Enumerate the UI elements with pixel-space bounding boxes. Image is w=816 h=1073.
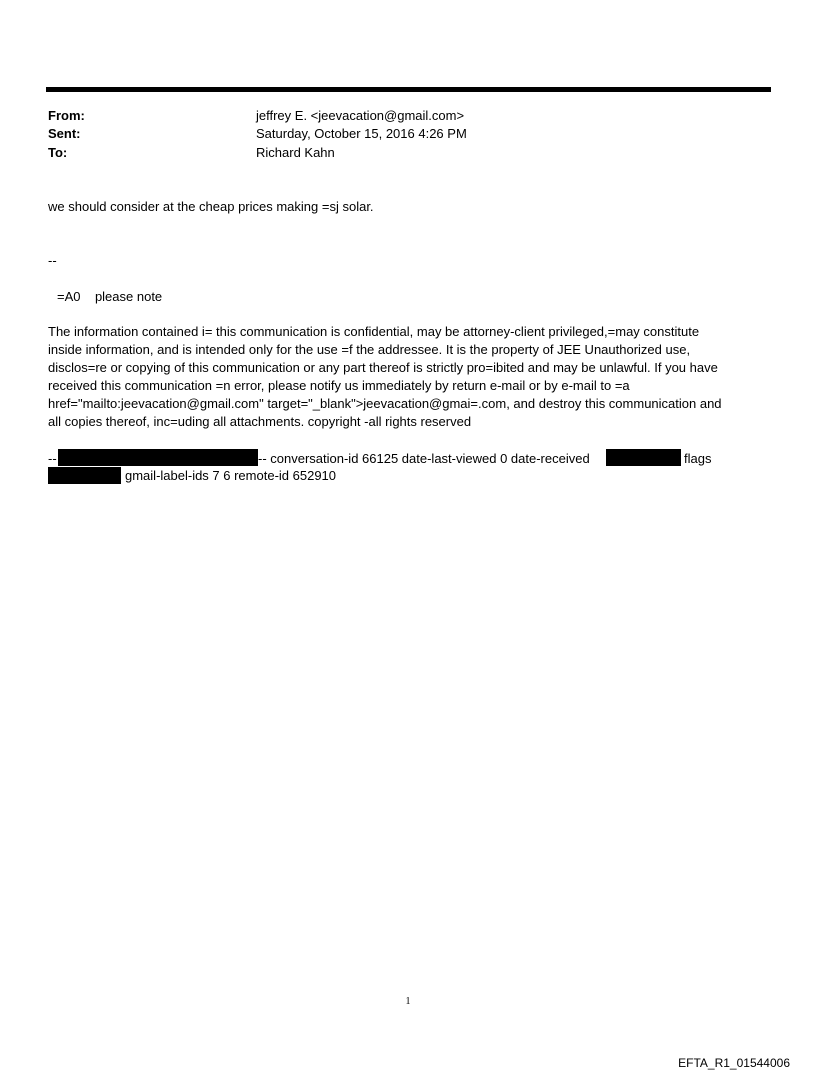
disclaimer-line: inside information, and is intended only for the use =f the addressee. It is the property of JEE Unauthorized use, [48,342,691,357]
from-label: From: [48,108,85,123]
disclaimer-line: disclos=re or copying of this communication or any part thereof is strictly pro=ibited and may be unlawful. If you have [48,360,718,375]
sent-label: Sent: [48,126,81,141]
sent-value: Saturday, October 15, 2016 4:26 PM [256,126,467,141]
meta-prefix: -- [48,451,57,466]
disclaimer-line: all copies thereof, inc=uding all attachments. copyright -all rights reserved [48,414,472,429]
meta-conversation: -- conversation-id 66125 date-last-viewed 0 date-received [258,451,590,466]
message-body: we should consider at the cheap prices making =sj solar. [48,199,374,214]
redaction-box [48,467,121,484]
signature-separator: -- [48,253,57,268]
disclaimer-line: href="mailto:jeevacation@gmail.com" target="_blank">jeevacation@gmai=.com, and destroy this communication and [48,396,722,411]
to-label: To: [48,145,68,160]
to-value: Richard Kahn [256,145,335,160]
page-number: 1 [405,996,411,1007]
meta-labels: gmail-label-ids 7 6 remote-id 652910 [125,468,337,483]
redaction-box [58,449,258,466]
disclaimer-line: received this communication =n error, please notify us immediately by return e-mail or by e-mail to =a [48,378,630,393]
disclaimer-line: The information contained i= this communication is confidential, may be attorney-client privileged,=may constitute [48,324,700,339]
redaction-box [606,449,681,466]
please-note: =A0 please note [57,289,163,304]
meta-flags: flags [684,451,712,466]
bates-number: EFTA_R1_01544006 [678,1056,790,1070]
header-rule [46,87,771,92]
from-value: jeffrey E. <jeevacation@gmail.com> [256,108,465,123]
disclaimer [48,323,768,431]
